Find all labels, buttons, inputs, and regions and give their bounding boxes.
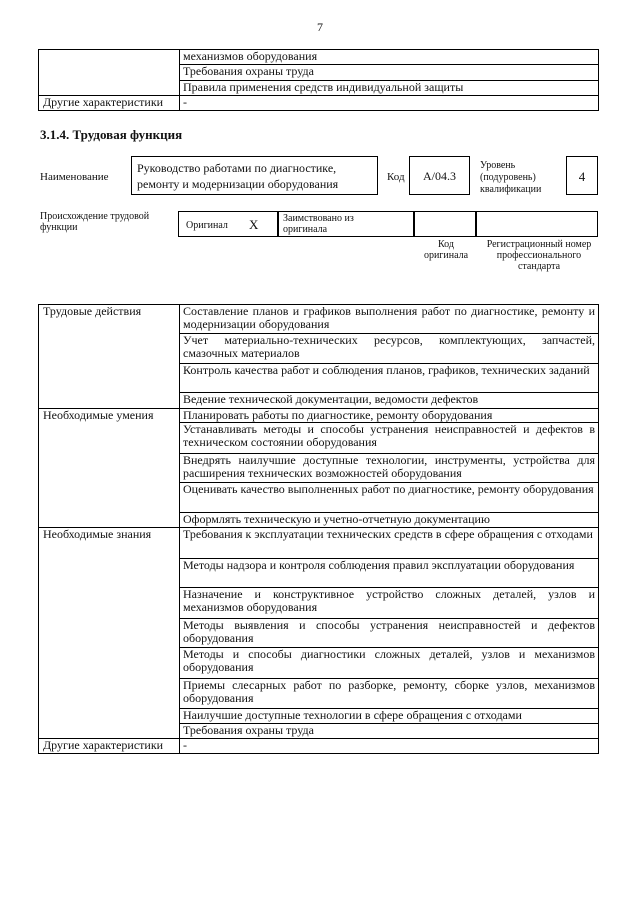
code-label: Код <box>387 171 405 183</box>
table-row: Назначение и конструктивное устройство сложных деталей, узлов и механизмов оборудования <box>180 588 599 619</box>
table-row: Учет материально-технических ресурсов, комплектующих, запчастей, смазочных материалов <box>180 334 599 364</box>
table-row: Оформлять техническую и учетно-отчетную документацию <box>180 513 599 528</box>
function-name: Руководство работами по диагностике, ремонту и модернизации оборудования <box>131 156 378 195</box>
table-row: Методы и способы диагностики сложных деталей, узлов и механизмов оборудования <box>180 648 599 679</box>
table-row: Устанавливать методы и способы устранения неисправностей и дефектов в техническом состоянии оборудования <box>180 423 599 454</box>
original-cell <box>178 211 278 237</box>
code-caption: Код оригинала <box>423 239 469 261</box>
other-characteristics-value: - <box>180 739 599 754</box>
group-label: Трудовые действия <box>39 305 180 409</box>
original-label: Оригинал <box>186 220 228 231</box>
origin-label: Происхождение трудовой функции <box>40 211 150 233</box>
level-label: Уровень (подуровень) квалификации <box>480 160 542 195</box>
table-row: Оценивать качество выполненных работ по диагностике, ремонту оборудования <box>180 483 599 513</box>
top-table <box>38 49 599 111</box>
main-table <box>38 304 599 754</box>
table-row: Требования охраны труда <box>180 724 599 739</box>
original-code-cell <box>414 211 476 237</box>
table-row: Контроль качества работ и соблюдения планов, графиков, технических заданий <box>180 364 599 393</box>
section-heading: 3.1.4. Трудовая функция <box>40 127 183 142</box>
table-row: Наилучшие доступные технологии в сфере обращения с отходами <box>180 709 599 724</box>
top-table-cell: Требования охраны труда <box>180 65 599 81</box>
page-number: 7 <box>317 20 323 34</box>
table-row: Составление планов и графиков выполнения работ по диагностике, ремонту и модернизации оборудования <box>180 305 599 334</box>
other-characteristics-label: Другие характеристики <box>39 739 180 754</box>
table-row: Требования к эксплуатации технических средств в сфере обращения с отходами <box>180 528 599 559</box>
group-label: Необходимые знания <box>39 528 180 739</box>
table-row: Внедрять наилучшие доступные технологии, инструменты, устройства для расширения технических возможностей оборудования <box>180 454 599 483</box>
function-code: А/04.3 <box>409 156 470 195</box>
borrowed-cell <box>278 211 414 237</box>
reg-caption: Регистрационный номер профессионального стандарта <box>486 239 592 272</box>
borrowed-label: Заимствовано из оригинала <box>283 213 354 235</box>
top-table-empty-label <box>39 50 180 96</box>
name-label: Наименование <box>40 171 109 183</box>
table-row: Ведение технической документации, ведомости дефектов <box>180 393 599 409</box>
table-row: Методы надзора и контроля соблюдения правил эксплуатации оборудования <box>180 559 599 588</box>
table-row: Методы выявления и способы устранения неисправностей и дефектов оборудования <box>180 619 599 648</box>
top-table-cell: Правила применения средств индивидуальной защиты <box>180 81 599 96</box>
reg-number-cell <box>476 211 598 237</box>
qualification-level: 4 <box>566 156 598 195</box>
table-row: Планировать работы по диагностике, ремонту оборудования <box>180 409 599 423</box>
group-label: Необходимые умения <box>39 409 180 528</box>
table-row: Приемы слесарных работ по разборке, ремонту, сборке узлов, механизмов оборудования <box>180 679 599 709</box>
original-mark: X <box>249 217 259 232</box>
other-characteristics-value: - <box>180 96 599 111</box>
top-table-cell: механизмов оборудования <box>180 50 599 65</box>
other-characteristics-label: Другие характеристики <box>39 96 180 111</box>
